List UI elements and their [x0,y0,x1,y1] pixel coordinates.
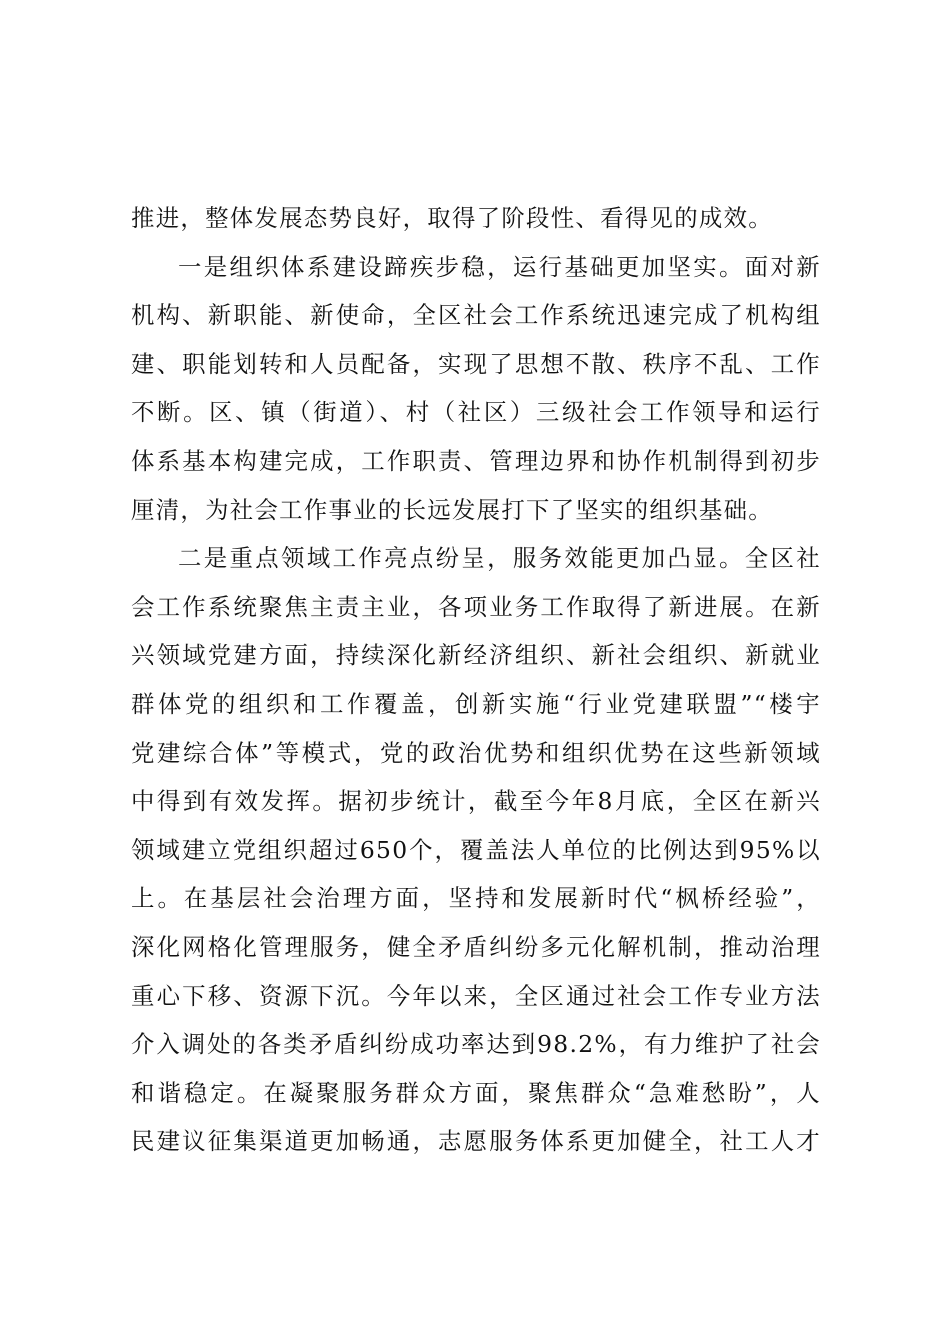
text-line: 兴领域党建方面，持续深化新经济组织、新社会组织、新就业 [131,641,821,670]
text-line: 民建议征集渠道更加畅通，志愿服务体系更加健全，社工人才 [131,1127,821,1156]
text-line: 会工作系统聚焦主责主业，各项业务工作取得了新进展。在新 [131,592,821,621]
paragraph-last-line: 厘清，为社会工作事业的长远发展打下了坚实的组织基础。 [131,495,773,524]
text-line: 上。在基层社会治理方面，坚持和发展新时代“枫桥经验”， [131,884,821,913]
text-line: 推进，整体发展态势良好，取得了阶段性、看得见的成效。 [131,204,773,232]
text-line: 深化网格化管理服务，健全矛盾纠纷多元化解机制，推动治理 [131,932,821,961]
text-line: 介入调处的各类矛盾纠纷成功率达到98.2%，有力维护了社会 [131,1030,821,1059]
text-line: 中得到有效发挥。据初步统计，截至今年8月底，全区在新兴 [131,787,821,816]
text-line: 和谐稳定。在凝聚服务群众方面，聚焦群众“急难愁盼”，人 [131,1078,821,1107]
text-line: 群体党的组织和工作覆盖，创新实施“行业党建联盟”“楼宇 [131,689,821,718]
paragraph-first-line: 二是重点领域工作亮点纷呈，服务效能更加凸显。全区社 [178,544,821,573]
body-text [131,194,821,1166]
text-line: 不断。区、镇（街道）、村（社区）三级社会工作领导和运行 [131,398,821,427]
paragraph-first-line: 一是组织体系建设蹄疾步稳，运行基础更加坚实。面对新 [178,252,821,281]
text-line: 体系基本构建完成，工作职责、管理边界和协作机制得到初步 [131,446,821,475]
text-line: 党建综合体”等模式，党的政治优势和组织优势在这些新领域 [131,738,821,767]
text-line: 机构、新职能、新使命，全区社会工作系统迅速完成了机构组 [131,301,821,330]
text-line: 建、职能划转和人员配备，实现了思想不散、秩序不乱、工作 [131,349,821,378]
text-line: 重心下移、资源下沉。今年以来，全区通过社会工作专业方法 [131,981,821,1010]
text-line: 领域建立党组织超过650个，覆盖法人单位的比例达到95%以 [131,835,821,864]
